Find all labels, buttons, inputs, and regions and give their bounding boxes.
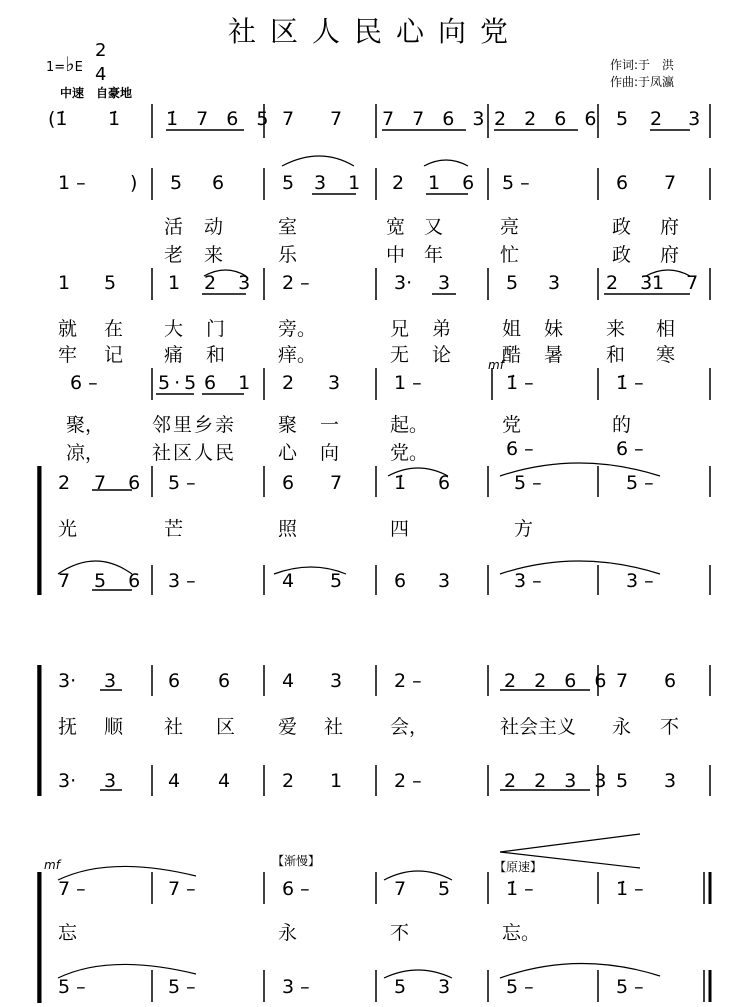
note: 1̇ – [506, 372, 534, 394]
note-group: 2 2 3 3 [504, 770, 613, 792]
note: 6 [282, 472, 295, 494]
lyric: 方 [514, 518, 534, 540]
note-group: 3 1 [314, 172, 369, 194]
lyric: 来 [204, 244, 224, 266]
lyric: 相 [656, 318, 676, 340]
note: 2 [282, 372, 295, 394]
note: 5 – [168, 976, 196, 998]
lyric: 乐 [278, 244, 298, 266]
note: 5 – [616, 976, 644, 998]
note: 7 [664, 172, 677, 194]
note: 4 [218, 770, 231, 792]
lyric: 政 [612, 216, 632, 238]
lyric: 抚 [58, 716, 78, 738]
lyric: 光 [58, 518, 78, 540]
note: 2 [392, 172, 405, 194]
lyric: 室 [278, 216, 298, 238]
note: 3· [394, 272, 413, 294]
note-group: 1 6 [428, 172, 483, 194]
note: 5 [282, 172, 295, 194]
lyric: 党 [502, 414, 522, 436]
note: 7 [330, 472, 343, 494]
note: 4 [282, 670, 295, 692]
note: 1 [330, 770, 343, 792]
lyric: 忘。 [502, 922, 541, 944]
note: 6 [616, 172, 629, 194]
note: 3· [58, 770, 77, 792]
note-group: 5·5 [158, 372, 201, 394]
note-group: 5 6 [94, 570, 149, 592]
note: 5 – [626, 472, 654, 494]
lyric: 心 [278, 442, 298, 464]
note-group: 2 3 [204, 272, 259, 294]
paren: ) [130, 172, 138, 194]
note: 3· [58, 670, 77, 692]
note: 1̇ [394, 472, 407, 494]
note: 7 [330, 108, 343, 130]
note: 6 – [282, 878, 310, 900]
note-group: 1̇ 7 6 5 [166, 108, 275, 130]
note: 3 [548, 272, 561, 294]
note: 3 [328, 372, 341, 394]
note: 5 [438, 878, 451, 900]
lyric: 起。 [390, 414, 429, 436]
note: 6 [212, 172, 225, 194]
lyric: 照 [278, 518, 298, 540]
lyric: 四 [390, 518, 410, 540]
note: 5 [616, 108, 629, 130]
note-group: 2 3 [606, 272, 661, 294]
lyric: 社 [324, 716, 344, 738]
note: 5 [616, 770, 629, 792]
lyric: 暑 [544, 344, 564, 366]
note: 5 [170, 172, 183, 194]
note-group: 2 3 [650, 108, 711, 130]
note: 3 [438, 272, 451, 294]
note: 1̇ – [506, 878, 534, 900]
lyric: 不 [660, 716, 680, 738]
lyric: 府 [660, 216, 680, 238]
lyric: 社区人民 [152, 442, 237, 464]
note: 5 [330, 570, 343, 592]
note: 5 [394, 976, 407, 998]
lyric: 宽 [386, 216, 406, 238]
lyric: 来 [606, 318, 626, 340]
note-group: 1 7 [652, 272, 707, 294]
lyricist-credit: 作词:于 洪 [610, 58, 675, 72]
lyric: 旁。 [278, 318, 317, 340]
note: 3 [330, 670, 343, 692]
lyric: 痛 [164, 344, 184, 366]
note: 3 – [282, 976, 310, 998]
lyric: 永 [278, 922, 298, 944]
note: 3 [664, 770, 677, 792]
note: 6 [218, 670, 231, 692]
note: 1̇ [108, 108, 121, 130]
tempo-marking: 中速 自豪地 [60, 86, 133, 100]
lyric: 中 [386, 244, 406, 266]
note: 6 – [506, 438, 534, 460]
lyric: 会， [390, 716, 429, 738]
lyric: 顺 [104, 716, 124, 738]
tempo-mark-slow: 【渐慢】 [272, 854, 321, 868]
dynamic-mark: mf [488, 358, 504, 372]
song-title: 社区人民心向党 [227, 15, 522, 48]
lyric: 忘 [58, 922, 78, 944]
composer-credit: 作曲:于凤瀛 [610, 75, 675, 89]
note: 3 – [514, 570, 542, 592]
time-signature-top: 2 [95, 40, 107, 61]
note: 2 – [394, 770, 422, 792]
lyric: 在 [104, 318, 124, 340]
lyric: 老 [164, 244, 184, 266]
lyric: 向 [320, 442, 340, 464]
lyric: 聚， [66, 414, 105, 436]
lyric: 年 [424, 244, 444, 266]
note: 2 – [394, 670, 422, 692]
note: 5 – [58, 976, 86, 998]
note: 5 – [506, 976, 534, 998]
note: 4 [168, 770, 181, 792]
flat-sign-icon: ♭ [65, 52, 75, 76]
note: 2 [58, 472, 71, 494]
lyric: 社会主义 [500, 716, 577, 738]
lyric: 聚 [278, 414, 298, 436]
note: 3 [438, 976, 451, 998]
lyric: 无 [390, 344, 410, 366]
lyric: 门 [206, 318, 226, 340]
note: 2 – [282, 272, 310, 294]
key-signature: 1=♭E [46, 52, 83, 76]
note: 1̇ – [616, 372, 644, 394]
lyric: 动 [204, 216, 224, 238]
note: 7 [394, 878, 407, 900]
note: 6 [664, 670, 677, 692]
lyric: 大 [164, 318, 184, 340]
note: 3 – [626, 570, 654, 592]
note: 1 – [394, 372, 422, 394]
lyric: 府 [660, 244, 680, 266]
tempo-mark-original: 【原速】 [494, 860, 543, 874]
note-group: 7 7 6 3 [382, 108, 491, 130]
lyric: 弟 [432, 318, 452, 340]
note: 3 – [168, 570, 196, 592]
lyric: 邻里乡亲 [152, 414, 237, 436]
dynamic-mark: mf [44, 858, 60, 872]
lyric: 痒。 [278, 344, 317, 366]
time-signature-bottom: 4 [95, 64, 107, 85]
note: 1̇ – [616, 878, 644, 900]
lyric: 姐 [502, 318, 522, 340]
note: 5 [104, 272, 117, 294]
lyric: 不 [390, 922, 410, 944]
lyric: 兄 [390, 318, 410, 340]
lyric: 记 [104, 344, 124, 366]
note: 3 [438, 570, 451, 592]
note: 6 [394, 570, 407, 592]
note: 5 – [168, 472, 196, 494]
lyric: 社 [164, 716, 184, 738]
note: (1̇ [48, 108, 68, 130]
note: 3 [104, 670, 117, 692]
note: 1 [168, 272, 181, 294]
lyric: 又 [424, 216, 444, 238]
note: 6 – [616, 438, 644, 460]
note: 2 [282, 770, 295, 792]
lyric: 活 [164, 216, 184, 238]
lyric: 就 [58, 318, 78, 340]
note: 3 [104, 770, 117, 792]
lyric: 论 [432, 344, 452, 366]
lyric: 党。 [390, 442, 429, 464]
lyric: 和 [206, 344, 226, 366]
lyric: 永 [612, 716, 632, 738]
note: 1 [58, 272, 71, 294]
lyric: 政 [612, 244, 632, 266]
note: 4 [282, 570, 295, 592]
lyric: 妹 [544, 318, 564, 340]
note: 5 [506, 272, 519, 294]
note: 6 – [70, 372, 98, 394]
lyric: 和 [606, 344, 626, 366]
lyric: 爱 [278, 716, 298, 738]
lyric: 寒 [656, 344, 676, 366]
note: 7 [58, 570, 71, 592]
lyric: 一 [320, 414, 340, 436]
note: 5 – [514, 472, 542, 494]
lyric: 牢 [58, 344, 78, 366]
note-group: 6 1 [204, 372, 259, 394]
lyric: 酷 [502, 344, 522, 366]
note-group: 7 6 [94, 472, 149, 494]
lyric: 忙 [500, 244, 520, 266]
lyric: 凉， [66, 442, 105, 464]
note: 6 [168, 670, 181, 692]
lyric: 芒 [164, 518, 184, 540]
note-group: 2 2 6 6 [504, 670, 613, 692]
note: 7 – [168, 878, 196, 900]
lyric: 的 [612, 414, 632, 436]
note: 7 – [58, 878, 86, 900]
note: 7 [282, 108, 295, 130]
note: 6 [438, 472, 451, 494]
note: 1 – [58, 172, 86, 194]
lyric: 区 [216, 716, 236, 738]
note: 7 [616, 670, 629, 692]
note-group: 2 2 6 6 [494, 108, 603, 130]
lyric: 亮 [500, 216, 520, 238]
note: 5 – [502, 172, 530, 194]
